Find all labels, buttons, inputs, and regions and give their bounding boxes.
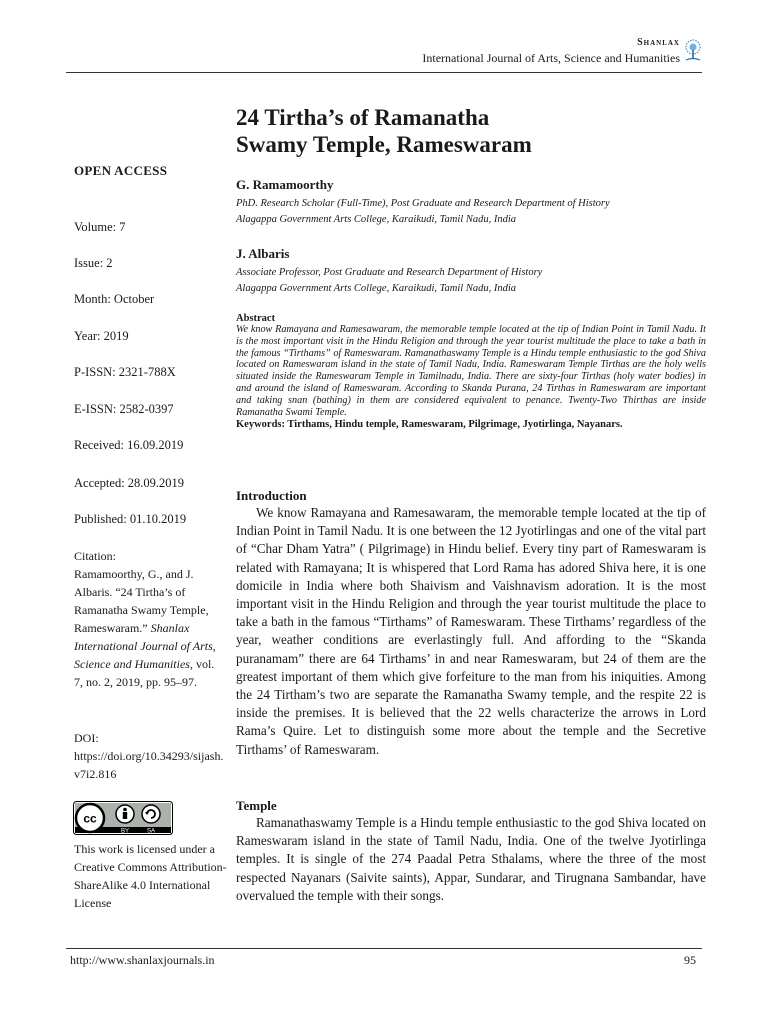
author-2 — [236, 246, 706, 297]
doi-block — [74, 729, 224, 783]
author-2-name: J. Albaris — [236, 246, 290, 261]
author-2-affiliation-1: Associate Professor, Post Graduate and Research Department of History — [236, 267, 543, 278]
citation-authors: Ramamoorthy, G., and J. Albaris. “24 Tirtha’s of Ramanatha Swamy Temple, Rameswaram.” — [74, 567, 209, 635]
title-line-1: 24 Tirtha’s of Ramanatha — [236, 105, 490, 130]
author-1-name: G. Ramamoorthy — [236, 177, 334, 192]
header-rule — [66, 72, 702, 73]
citation-block — [74, 547, 222, 691]
cc-sa-text: SA — [146, 828, 156, 835]
accepted-date: Accepted: 28.09.2019 — [74, 476, 185, 490]
year-label: Year: 2019 — [74, 329, 129, 343]
abstract-heading: Abstract — [236, 313, 276, 324]
keywords-list: Tirthams, Hindu temple, Rameswaram, Pilgrimage, Jyotirlinga, Nayanars. — [285, 419, 623, 431]
cc-by-text: BY — [120, 828, 130, 835]
introduction-body: We know Ramayana and Ramesawaram, the memorable temple located at the tip of Indian Point in Tamil Nadu. It is one between the 12 Jyotirlingas and one of the vital part of “Char Dham Yatra” ( Pilgrimage) in Hindu belief. Every tiny part of Rameswaram is related with Ramayana; It is whispered that Lord Rama has adored Shiva here, it is one domicile in India where both Shaivism and Vaishnavism adoration. It is the most important visit in the Hindu Religion and through the year tourist multitude the place to take a bath in the famous “Tirthams” of Rameswaram. These Tirthams’ regardless of the year, weather conditions are everlastingly full. And affording to the “Skanda puranamam” there are 64 Tirthams’ in and near Rameswaram, but 24 of them are the greatest important of them which give forfeiture to the man from his iniquities. Among the 24 Tirtham’s two are separate the Ramanatha Swamy temple, and the respite 22 is inside the premises. It is believed that the 22 wells characterize the arrows in Lord Rama’s Quire. Let to distinguish some more about the temple and the Secretive Tirthams’ of Rameswaram. — [236, 505, 706, 757]
citation-details: , vol. 7, no. 2, 2019, pp. 95–97. — [74, 657, 215, 689]
title-line-2: Swamy Temple, Rameswaram — [236, 132, 532, 157]
cc-by-sa-license-icon[interactable] — [73, 801, 173, 835]
introduction-section — [236, 488, 706, 759]
author-1 — [236, 177, 706, 228]
svg-text:cc: cc — [83, 811, 97, 826]
temple-body: Ramanathaswamy Temple is a Hindu temple enthusiastic to the god Shiva located on Rameswaram island in the state of Tamil Nadu, India. One of the twelve Jyotirlinga temples. It is single of the 274 Paadal Petra Sthalams, where the three of the most respected Nayanars (Saivite saints), Appar, Sundarar, and Tirugnana Sambandar, have overvalued the temple with their songs. — [236, 815, 706, 903]
published-date: Published: 01.10.2019 — [74, 512, 187, 526]
keywords-label: Keywords: — [236, 419, 285, 431]
license-statement: This work is licensed under a Creative Commons Attribution-ShareAlike 4.0 International License — [74, 842, 227, 910]
introduction-heading: Introduction — [236, 488, 307, 503]
page-number: 95 — [684, 953, 696, 967]
citation-journal: Shanlax International Journal of Arts, Science and Humanities — [74, 621, 216, 671]
journal-website-link[interactable]: http://www.shanlaxjournals.in — [70, 953, 215, 967]
temple-section — [236, 798, 706, 905]
author-1-affiliation-1: PhD. Research Scholar (Full-Time), Post Graduate and Research Department of History — [236, 198, 610, 209]
journal-title: International Journal of Arts, Science and Humanities — [422, 51, 680, 65]
month-label: Month: October — [74, 292, 155, 306]
footer-rule — [66, 948, 702, 949]
citation-label: Citation: — [74, 549, 116, 563]
article-title — [236, 104, 706, 158]
volume-label: Volume: 7 — [74, 220, 126, 234]
received-date: Received: 16.09.2019 — [74, 438, 184, 452]
eissn-label: E-ISSN: 2582-0397 — [74, 402, 174, 416]
author-1-affiliation-2: Alagappa Government Arts College, Karaikudi, Tamil Nadu, India — [236, 214, 516, 225]
abstract-body: We know Ramayana and Ramesawaram, the memorable temple located at the tip of Indian Point in Tamil Nadu. It is the most important visit in the Hindu Religion and through the year tourist multitude the place to take a bath in the famous “Tirthams” of Rameswaram. Ramanathaswamy Temple is a Hindu temple enthusiastic to the god Shiva located on Rameswaram island in the state of Tamil Nadu, India. Rameswaram Temple Tirthas are the holy wells situated inside the Rameswaram Temple in Tamilnadu, India. There are sixty-four Tirthas (holy water bodies) in and around the island of Rameswaram. According to Skanda Purana, 24 Tirthas in Rameswaram are important and taking snan (bathing) in them are considered equivalent to penance. Twenty-Two Thirthas are inside Ramanatha Swami Temple. — [236, 324, 706, 418]
open-access-label: OPEN ACCESS — [74, 163, 168, 178]
journal-tree-logo-icon — [682, 38, 704, 64]
abstract-section — [236, 313, 706, 431]
author-2-affiliation-2: Alagappa Government Arts College, Karaikudi, Tamil Nadu, India — [236, 283, 516, 294]
doi-link[interactable]: https://doi.org/10.34293/sijash.v7i2.816 — [74, 749, 224, 781]
temple-heading: Temple — [236, 798, 277, 813]
keywords-line — [236, 418, 706, 431]
journal-brand: Shanlax — [637, 37, 680, 48]
issue-label: Issue: 2 — [74, 256, 113, 270]
pissn-label: P-ISSN: 2321-788X — [74, 365, 176, 379]
doi-label: DOI: — [74, 731, 99, 745]
